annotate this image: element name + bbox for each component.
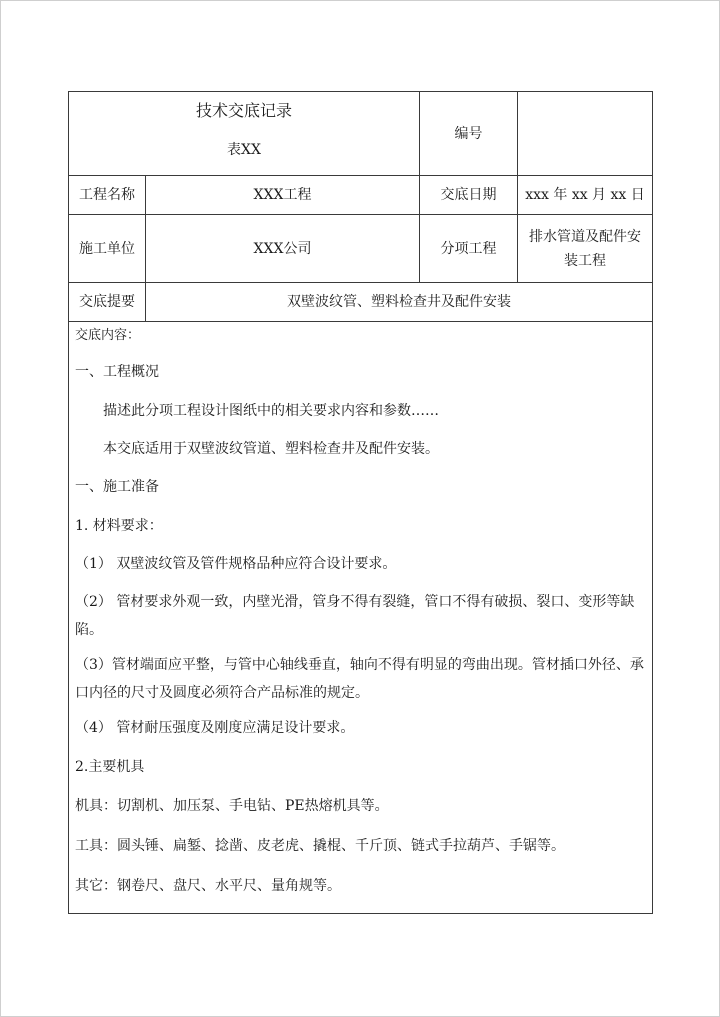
construction-unit-value: XXX公司 [253, 240, 312, 257]
summary-label: 交底提要 [79, 294, 135, 310]
section-overview-title: 一、工程概况 [75, 364, 159, 380]
material-item-4: （4） 管材耐压强度及刚度应满足设计要求。 [75, 720, 355, 736]
overview-paragraph-1: 描述此分项工程设计图纸中的相关要求内容和参数…… [103, 403, 439, 419]
project-name-value: XXX工程 [253, 187, 312, 203]
summary-value: 双壁波纹管、塑料检查井及配件安装 [287, 294, 511, 310]
section-preparation-title: 一、施工准备 [75, 479, 159, 495]
subproject-value: 排水管道及配件安装工程 [529, 228, 641, 269]
subproject-label: 分项工程 [440, 240, 497, 257]
handover-date-label: 交底日期 [440, 187, 497, 203]
number-value [518, 92, 652, 175]
machines-list: 机具：切割机、加压泵、手电钻、PE热熔机具等。 [75, 798, 389, 814]
title-cell [69, 92, 419, 175]
document-title: 技术交底记录 [195, 101, 292, 120]
form-number: 表XX [227, 142, 261, 158]
hand-tools-list: 工具：圆头锤、扁錾、捻凿、皮老虎、撬棍、千斤顶、链式手拉葫芦、手锯等。 [75, 838, 565, 854]
material-item-1: （1） 双壁波纹管及管件规格品种应符合设计要求。 [75, 556, 397, 572]
handover-date-value: xxx 年 xx 月 xx 日 [525, 187, 645, 203]
material-item-3: （3）管材端面应平整，与管中心轴线垂直，轴向不得有明显的弯曲出现。管材插口外径、承口内径的尺寸及圆度必须符合产品标准的规定。 [75, 657, 644, 701]
material-item-2: （2） 管材要求外观一致，内壁光滑，管身不得有裂缝，管口不得有破损、裂口、变形等缺 陷。 [75, 594, 635, 638]
overview-paragraph-2: 本交底适用于双壁波纹管道、塑料检查井及配件安装。 [103, 441, 439, 457]
project-name-label: 工程名称 [79, 187, 135, 203]
content-heading: 交底内容： [75, 328, 141, 343]
other-tools-list: 其它：钢卷尺、盘尺、水平尺、量角规等。 [75, 878, 341, 894]
handover-record-table [68, 91, 653, 914]
materials-title: 1. 材料要求： [75, 518, 163, 534]
number-label: 编号 [454, 125, 483, 142]
construction-unit-label: 施工单位 [79, 240, 135, 257]
tools-title: 2.主要机具 [75, 759, 145, 775]
